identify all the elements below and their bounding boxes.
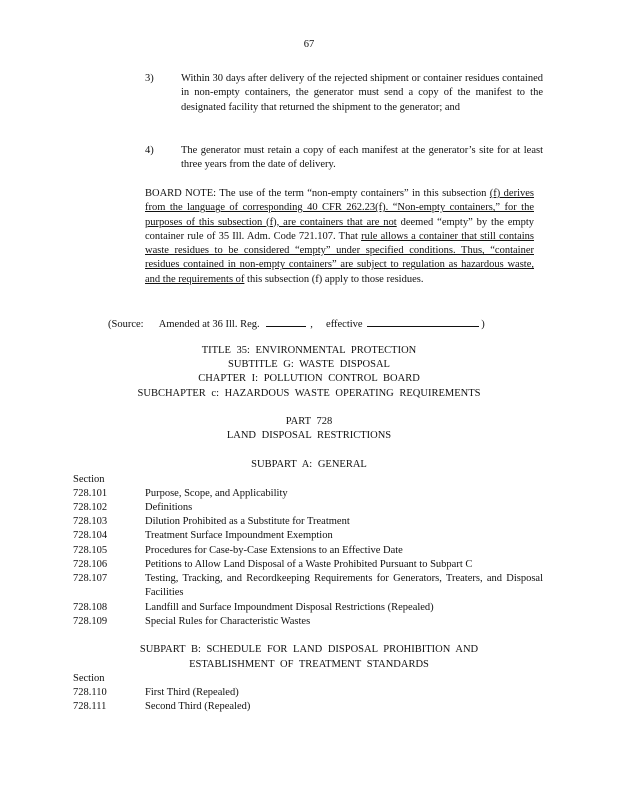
section-title: Landfill and Surface Impoundment Disposal Restrictions (Repealed) xyxy=(145,602,434,613)
page-number: 67 xyxy=(303,39,315,50)
section-number: 728.103 xyxy=(73,516,108,527)
toc-row xyxy=(73,529,543,543)
section-title: Definitions xyxy=(145,502,193,513)
section-number: 728.108 xyxy=(73,602,108,613)
section-number: 728.101 xyxy=(73,488,108,499)
subtitle-heading: SUBTITLE G: WASTE DISPOSAL xyxy=(228,359,390,370)
item-text: Within 30 days after delivery of the rejected shipment or container residues contained in non-empty containers, the generator must send a copy of the manifest to the designated facility that returned the shipment to the generator; and xyxy=(181,73,543,113)
item-text: The generator must retain a copy of each manifest at the generator’s site for at least three years from the date of delivery. xyxy=(181,145,543,171)
register-blank xyxy=(266,316,306,327)
toc-row xyxy=(73,501,543,515)
section-number: 728.110 xyxy=(73,687,107,698)
board-note-text: BOARD NOTE: The use of the term “non-empty containers” in this subsection xyxy=(145,188,490,199)
part-heading: PART 728 xyxy=(285,416,333,427)
toc-row xyxy=(73,615,543,629)
board-note-text: this subsection (f) apply to those residues. xyxy=(244,273,424,285)
section-label: Section xyxy=(73,673,105,684)
section-number: 728.111 xyxy=(73,701,107,712)
source-note xyxy=(108,316,485,332)
section-number: 728.104 xyxy=(73,530,108,541)
board-note-underlined-text: rule allows a container that still contains waste residues to be considered “empty” under specified conditions. Thus, “container residues contained in non-empty containers” are subject to regulation as hazardous waste, and the requirements of xyxy=(145,230,535,285)
subpart-b-title-continued: ESTABLISHMENT OF TREATMENT STANDARDS xyxy=(189,659,429,670)
section-title: Dilution Prohibited as a Substitute for Treatment xyxy=(145,516,350,527)
board-note-underlined-text: (f) derives from the language of corresponding 40 CFR 262.23(f). “Non-empty containers,” for the purposes of this subsection (f), are containers that are not xyxy=(145,188,534,228)
item-number: 4) xyxy=(145,145,154,156)
section-title: Procedures for Case-by-Case Extensions to an Effective Date xyxy=(145,545,403,556)
section-title: Purpose, Scope, and Applicability xyxy=(145,488,288,499)
section-title: Special Rules for Characteristic Wastes xyxy=(145,616,311,627)
title-heading: TITLE 35: ENVIRONMENTAL PROTECTION xyxy=(201,345,417,356)
subchapter-heading: SUBCHAPTER c: HAZARDOUS WASTE OPERATING REQUIREMENTS xyxy=(137,388,481,399)
toc-row xyxy=(73,686,543,700)
source-effective: effective xyxy=(326,319,363,330)
section-title: Second Third (Repealed) xyxy=(145,701,251,712)
toc-row xyxy=(73,572,543,601)
toc-row xyxy=(73,700,543,714)
section-title: First Third (Repealed) xyxy=(145,687,239,698)
toc-row xyxy=(73,601,543,615)
section-title: Treatment Surface Impoundment Exemption xyxy=(145,530,333,541)
board-note xyxy=(145,187,534,287)
section-title: Testing, Tracking, and Recordkeeping Requirements for Generators, Treaters, and Disposal Facilities xyxy=(145,573,543,599)
section-title: Petitions to Allow Land Disposal of a Waste Prohibited Pursuant to Subpart C xyxy=(145,559,473,570)
item-number: 3) xyxy=(145,73,154,84)
list-item-4 xyxy=(145,144,543,173)
chapter-heading: CHAPTER I: POLLUTION CONTROL BOARD xyxy=(198,373,420,384)
source-amended: Amended at 36 Ill. Reg. xyxy=(158,319,260,330)
source-close: ) xyxy=(481,319,485,330)
toc-row xyxy=(73,515,543,529)
section-number: 728.109 xyxy=(73,616,108,627)
toc-row xyxy=(73,487,543,501)
board-note-text: deemed “empty” by the empty container rule of 35 Ill. Adm. Code 721.107. That xyxy=(145,216,534,242)
subpart-b-title: SUBPART B: SCHEDULE FOR LAND DISPOSAL PROHIBITION AND xyxy=(139,644,479,655)
effective-date-blank xyxy=(367,316,479,327)
toc-row xyxy=(73,558,543,572)
list-item-3 xyxy=(145,72,543,115)
section-number: 728.107 xyxy=(73,573,108,584)
source-comma: , xyxy=(310,319,313,330)
source-open: (Source: xyxy=(108,319,144,330)
subpart-a-title: SUBPART A: GENERAL xyxy=(251,459,367,470)
section-number: 728.102 xyxy=(73,502,108,513)
part-title: LAND DISPOSAL RESTRICTIONS xyxy=(226,430,392,441)
section-label: Section xyxy=(73,474,105,485)
toc-row xyxy=(73,544,543,558)
section-number: 728.105 xyxy=(73,545,108,556)
section-number: 728.106 xyxy=(73,559,108,570)
